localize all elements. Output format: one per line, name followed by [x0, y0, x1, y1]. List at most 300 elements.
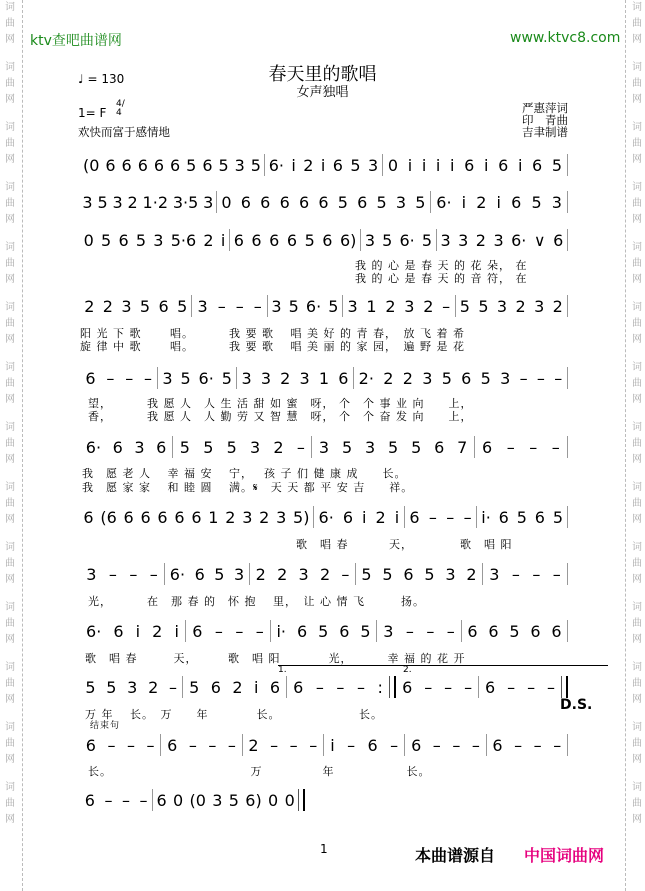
note: –: [104, 790, 113, 810]
barline: [567, 734, 568, 756]
note: 5: [250, 155, 261, 175]
note: 6: [342, 507, 353, 527]
measure: [80, 153, 264, 177]
note: –: [289, 735, 298, 755]
note: –: [217, 296, 226, 316]
barline: [567, 229, 568, 251]
note: 5: [360, 621, 371, 641]
note: 2: [280, 368, 291, 388]
note: 2: [273, 437, 284, 457]
lyrics-line: 万 年 长。 万 年 长。 长。: [85, 708, 383, 721]
note: –: [146, 735, 155, 755]
note: i: [461, 192, 467, 212]
note: 2: [515, 296, 526, 316]
note: 6: [194, 564, 205, 584]
note: 5: [441, 368, 452, 388]
note: 6: [174, 507, 185, 527]
note: 3: [299, 368, 310, 388]
note: 6·: [305, 296, 322, 316]
note: 3: [496, 296, 508, 316]
note: 6: [85, 368, 96, 388]
note: –: [405, 621, 414, 641]
note: 5: [328, 296, 339, 316]
note: 0: [284, 790, 295, 810]
note: 2: [84, 296, 95, 316]
note: –: [424, 677, 433, 697]
measure: [186, 619, 270, 643]
measure: [343, 294, 454, 318]
note: 3: [445, 564, 456, 584]
barline: [567, 154, 568, 176]
score-line: [80, 190, 568, 214]
note: 2: [225, 507, 236, 527]
measure: [183, 675, 285, 699]
score-line: [80, 788, 305, 812]
note: 5: [424, 564, 435, 584]
note: 0: [387, 155, 399, 175]
note: 5: [415, 192, 426, 212]
note: –: [149, 564, 158, 584]
note: 6: [467, 621, 478, 641]
note: 5: [203, 437, 214, 457]
note: 5: [106, 677, 117, 697]
note: i: [135, 621, 141, 641]
score-line: [80, 733, 568, 757]
note: 7: [457, 437, 468, 457]
score-line: [80, 619, 568, 643]
note: (6: [100, 507, 117, 527]
note: 3: [271, 296, 282, 316]
note: 6·: [169, 564, 186, 584]
note: i·: [276, 621, 286, 641]
watermark-left: 词 曲 网 词 曲 网 词 曲 网 词 曲 网 词 曲 网 词 曲 网 词 曲 网 词 曲 网 词 曲 网 词 曲 网 词 曲 网 词 曲 网 词 曲 网 词 曲 网: [5, 2, 15, 825]
note: 3: [86, 564, 97, 584]
note: –: [168, 677, 177, 697]
score-line: [80, 294, 568, 318]
note: 6: [113, 621, 124, 641]
note: 5: [478, 296, 489, 316]
measure: [361, 228, 435, 252]
note: –: [444, 677, 453, 697]
note: 5: [531, 192, 542, 212]
note: 5: [337, 192, 348, 212]
note: 5: [288, 296, 299, 316]
site-name-link[interactable]: ktv查吧曲谱网: [30, 33, 122, 49]
note: i: [174, 621, 179, 641]
note: –: [270, 735, 279, 755]
note: 3: [121, 296, 132, 316]
measure: [437, 228, 567, 252]
ending-2: 2.: [403, 665, 412, 675]
measure: [250, 562, 355, 586]
measure: [456, 294, 567, 318]
note: 2: [402, 368, 413, 388]
note: 6: [357, 192, 368, 212]
note: 6: [157, 507, 168, 527]
barline: [567, 436, 568, 458]
note: 6: [286, 230, 298, 250]
note: 6: [279, 192, 290, 212]
note: 6: [492, 735, 503, 755]
note: 2: [277, 564, 288, 584]
note: i: [435, 155, 441, 175]
note: 6: [367, 735, 378, 755]
barline: [567, 367, 568, 389]
note: 2: [102, 296, 113, 316]
measure: [431, 190, 567, 214]
note: 5): [293, 507, 310, 527]
note: i: [394, 507, 400, 527]
note: 6: [269, 230, 280, 250]
note: 6: [167, 735, 178, 755]
score-line: [80, 228, 568, 252]
note: i: [220, 230, 226, 250]
measure: [487, 733, 567, 757]
measure: [265, 153, 382, 177]
coda-label: 结束句: [90, 721, 121, 731]
note: 3: [203, 192, 214, 212]
score-line: [80, 435, 568, 459]
note: 6: [498, 155, 509, 175]
right-border: [625, 0, 626, 891]
measure: [173, 435, 311, 459]
note: –: [536, 368, 545, 388]
note: 3: [162, 368, 173, 388]
note: 5: [135, 230, 147, 250]
measure: [312, 435, 473, 459]
note: 6: [210, 677, 221, 697]
note: i: [421, 155, 427, 175]
source-label: 本曲谱源自: [415, 846, 496, 865]
note: 5: [551, 155, 563, 175]
note: 6: [511, 192, 522, 212]
note: –: [122, 790, 131, 810]
left-border: [22, 0, 23, 891]
note: 6: [318, 192, 329, 212]
lyrics-line: 我 的 心 是 春 天 的 花 朵， 在: [355, 259, 528, 272]
note: 6: [488, 621, 499, 641]
note: 6·: [399, 230, 415, 250]
note: 6·: [511, 230, 527, 250]
note: i: [450, 155, 455, 175]
measure: [80, 733, 160, 757]
note: –: [471, 735, 480, 755]
note: i: [496, 192, 501, 212]
note: –: [106, 368, 115, 388]
note: 3: [347, 296, 358, 316]
note: 3: [368, 155, 379, 175]
note: 2·: [358, 368, 374, 388]
note: 3: [212, 790, 223, 810]
note: 6·: [268, 155, 284, 175]
note: 6: [461, 368, 472, 388]
volta-bracket: [278, 665, 608, 674]
measure: [314, 505, 404, 529]
note: 2: [475, 230, 486, 250]
note: 2: [383, 368, 394, 388]
expression-mark: 欢快而富于感情地: [78, 125, 170, 139]
note: i: [407, 155, 413, 175]
note: –: [336, 677, 345, 697]
lyrics-line: 阳 光 下 歌 唱。 我 要 歌 唱 美 好 的 青 春， 放 飞 着 希: [80, 327, 465, 340]
note: –: [188, 735, 197, 755]
measure: [80, 675, 182, 699]
note: :: [377, 677, 383, 697]
note: 0: [83, 230, 94, 250]
note: 5: [226, 437, 237, 457]
note: i: [330, 735, 335, 755]
note: –: [546, 677, 555, 697]
note: 5·6: [170, 230, 197, 250]
note: –: [533, 735, 542, 755]
measure: [80, 228, 229, 252]
measure: [479, 675, 561, 699]
note: 2: [152, 621, 163, 641]
measure: [153, 788, 298, 812]
note: 3: [242, 507, 253, 527]
note: –: [532, 564, 541, 584]
note: 6: [298, 192, 310, 212]
note: 5: [361, 564, 372, 584]
note: 5: [139, 296, 151, 316]
note: –: [446, 507, 455, 527]
note: –: [253, 296, 262, 316]
measure: [165, 562, 249, 586]
note: 3: [404, 296, 415, 316]
measure: [80, 788, 152, 812]
note: 5: [304, 230, 315, 250]
lyrics-line: 歌 唱 春 天， 歌 唱 阳: [296, 538, 513, 551]
note: 3: [276, 507, 287, 527]
note: 6: [332, 155, 343, 175]
measure: [396, 675, 478, 699]
note: 6: [482, 437, 493, 457]
barline: [567, 563, 568, 585]
lyrics-line: 望， 我 愿 人 人 生 活 甜 如 蜜 呀， 个 个 事 业 向 上，: [88, 397, 473, 410]
note: 3: [234, 155, 245, 175]
score-line: [80, 366, 568, 390]
note: 6: [153, 155, 165, 175]
note: 3: [197, 296, 208, 316]
score-line: [80, 153, 568, 177]
lyrics-line: 我 愿 家 家 和 睦 圆 满。𝄋 天 天 都 平 安 吉 祥。: [82, 481, 414, 494]
note: –: [432, 735, 441, 755]
note: 6: [170, 155, 181, 175]
score-line: [80, 505, 568, 529]
note: 3: [364, 230, 375, 250]
barline: [567, 295, 568, 317]
note: 6: [112, 437, 123, 457]
note: 6: [156, 790, 167, 810]
lyrics-line: 长。 万 年 长。: [88, 765, 431, 778]
note: 3: [298, 564, 309, 584]
note: –: [208, 735, 217, 755]
note: 5: [186, 155, 197, 175]
dal-segno: D.S.: [560, 697, 593, 713]
barline: [561, 676, 568, 698]
note: 3: [82, 192, 93, 212]
note: 5: [480, 368, 491, 388]
note: 3·5: [172, 192, 199, 212]
note: 6: [156, 437, 167, 457]
measure: [161, 733, 241, 757]
note: –: [255, 621, 264, 641]
note: 6: [434, 437, 445, 457]
measure: [477, 505, 567, 529]
note: 6: [202, 155, 213, 175]
note: 6: [137, 155, 148, 175]
note: 3: [134, 437, 145, 457]
note: –: [511, 564, 520, 584]
measure: [405, 733, 485, 757]
note: 3: [440, 230, 451, 250]
note: –: [227, 735, 236, 755]
note: 6: [85, 735, 96, 755]
note: 1·2: [142, 192, 168, 212]
note: 3: [489, 564, 500, 584]
lyrics-line: 光， 在 那 春 的 怀 抱 里， 让 心 情 飞 扬。: [88, 595, 425, 608]
note: –: [527, 677, 536, 697]
measure: [158, 366, 235, 390]
note: –: [463, 507, 472, 527]
measure: [405, 505, 477, 529]
note: –: [235, 296, 244, 316]
note: i·: [481, 507, 491, 527]
note: 6: [240, 192, 251, 212]
note: 6: [118, 230, 129, 250]
note: 3: [112, 192, 123, 212]
note: 5: [228, 790, 239, 810]
note: 0: [221, 192, 232, 212]
note: i: [253, 677, 259, 697]
note: 5: [350, 155, 361, 175]
note: 5: [421, 230, 433, 250]
note: 2: [303, 155, 314, 175]
note: 6·: [198, 368, 214, 388]
barline: [567, 191, 568, 213]
note: 3: [551, 192, 562, 212]
page-number: 1: [320, 842, 328, 856]
song-subtitle: 女声独唱: [296, 85, 349, 100]
note: 3: [500, 368, 511, 388]
note: –: [553, 735, 562, 755]
note: 1: [318, 368, 330, 388]
note: 6: [191, 507, 202, 527]
measure: [324, 733, 404, 757]
arranger: 吉聿制谱: [522, 125, 568, 139]
note: (0: [82, 155, 100, 175]
note: –: [347, 735, 356, 755]
measure: [237, 366, 353, 390]
note: 6: [105, 155, 116, 175]
note: –: [426, 621, 435, 641]
note: 6: [553, 230, 564, 250]
lyrics-line: 我 愿 老 人 幸 福 安 宁， 孩 子 们 健 康 成 长。: [82, 467, 407, 480]
site-url-link[interactable]: www.ktvc8.com: [510, 30, 621, 46]
note: 6: [403, 564, 414, 584]
note: 6: [464, 155, 475, 175]
note: 2: [232, 677, 243, 697]
note: –: [442, 296, 451, 316]
note: 6: [293, 677, 304, 697]
measure: [483, 562, 567, 586]
note: –: [108, 564, 117, 584]
note: 2: [423, 296, 434, 316]
note: 6: [84, 790, 95, 810]
note: 0: [268, 790, 279, 810]
measure: [383, 153, 567, 177]
note: i: [483, 155, 489, 175]
note: 6: [140, 507, 151, 527]
note: 6: [158, 296, 169, 316]
note: 5: [179, 437, 190, 457]
note: 3: [534, 296, 545, 316]
note: 6: [339, 621, 350, 641]
note: 5: [180, 368, 191, 388]
note: 6: [338, 368, 349, 388]
note: 2: [375, 507, 386, 527]
note: 6: [551, 621, 562, 641]
measure: [230, 228, 360, 252]
note: –: [144, 368, 153, 388]
note: –: [139, 790, 148, 810]
note: 6: [532, 155, 543, 175]
note: 3: [383, 621, 394, 641]
note: 0: [173, 790, 184, 810]
lyrics-line: 我 的 心 是 春 天 的 音 符， 在: [355, 272, 528, 285]
note: 5: [552, 507, 563, 527]
note: –: [551, 437, 560, 457]
note: 2: [127, 192, 138, 212]
measure: [80, 294, 191, 318]
note: 6: [402, 677, 413, 697]
note: 6: [269, 677, 281, 697]
note: 5: [382, 230, 393, 250]
measure: [356, 562, 482, 586]
measure: [80, 562, 164, 586]
note: 6: [411, 735, 422, 755]
note: 5: [189, 677, 200, 697]
lyricist: 严惠萍词: [522, 101, 568, 115]
note: 1: [208, 507, 219, 527]
note: ∨: [533, 230, 546, 250]
note: 2: [259, 507, 270, 527]
barline: [298, 789, 305, 811]
note: 5: [516, 507, 527, 527]
measure: [271, 619, 376, 643]
note: –: [554, 368, 563, 388]
measure: [80, 435, 172, 459]
measure: [354, 366, 567, 390]
note: 3: [260, 368, 271, 388]
note: –: [315, 677, 324, 697]
note: 6·: [318, 507, 334, 527]
note: 5: [376, 192, 387, 212]
source-name[interactable]: 中国词曲网: [524, 846, 605, 865]
note: (0: [189, 790, 206, 810]
note: 6·: [85, 437, 102, 457]
measure: [80, 366, 157, 390]
note: 3: [234, 564, 245, 584]
note: 3: [127, 677, 138, 697]
score-line: [80, 675, 568, 699]
note: 2: [319, 564, 331, 584]
note: 3: [493, 230, 504, 250]
note: –: [507, 677, 516, 697]
note: 6: [251, 230, 262, 250]
note: 5: [388, 437, 399, 457]
note: –: [356, 677, 365, 697]
